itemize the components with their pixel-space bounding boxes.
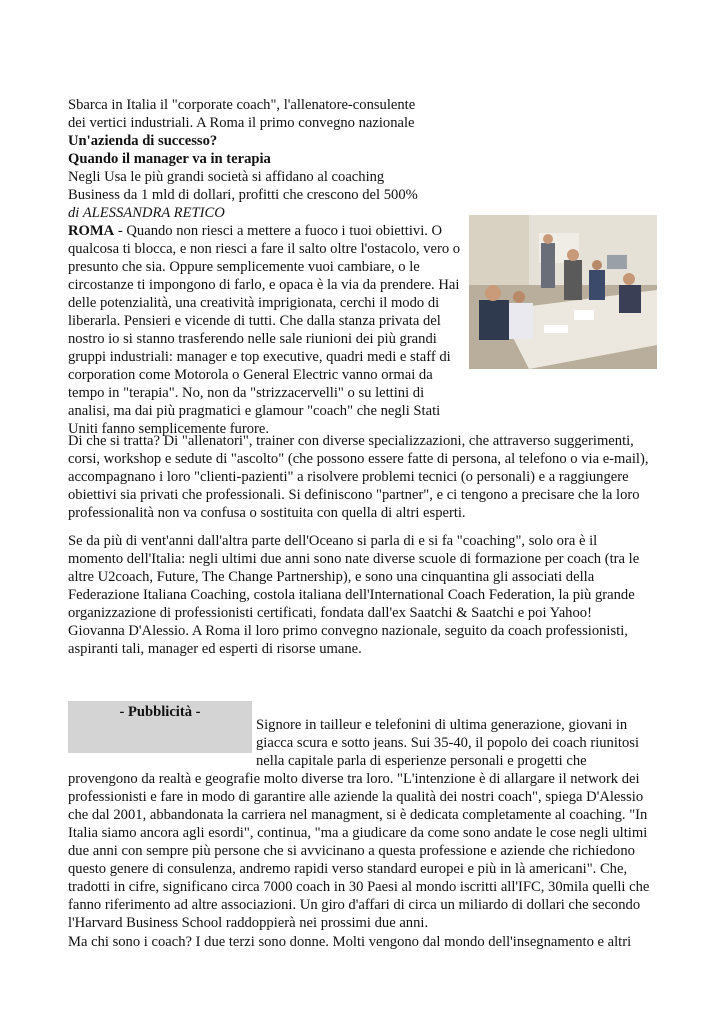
paragraph-line: corsi, workshop e sedute di "ascolto" (che possono essere fatte di persona, al telefono o via e-mail), (68, 451, 649, 467)
intro-line: Uniti fanno semplicemente furore. (68, 421, 269, 437)
paragraph-line: nella capitale parla di esperienze personali e progetti che (256, 753, 587, 769)
intro-line: gruppi industriali: manager e top executive, quadri medi e staff di (68, 349, 451, 365)
paragraph-line: Signore in tailleur e telefonini di ultima generazione, giovani in (256, 717, 628, 733)
paragraph-line: che dal 2001, abbandonata la carriera nel managment, si è dedicata completamente al coaching. "In (68, 807, 648, 823)
paragraph-line: l'Harvard Business School raddoppierà nei prossimi due anni. (68, 915, 429, 931)
paragraph-line: giacca scura e sotto jeans. Sui 35-40, il popolo dei coach riunitosi (256, 735, 639, 751)
article-title: Quando il manager va in terapia (68, 151, 271, 167)
paragraph-4 (68, 770, 649, 932)
paragraph-line: fanno riferimento ad altre associazioni. Un giro d'affari di circa un miliardo di dollari che secondo (68, 897, 641, 913)
meeting-photo (469, 215, 657, 369)
paragraph-line: Ma chi sono i coach? I due terzi sono donne. Molti vengono dal mondo dell'insegnamento e altri (68, 934, 632, 950)
paragraph-3 (68, 532, 639, 658)
paragraph-line: obiettivi sia privati che professionali. Si definiscono "partner", e ci tengono a precisare che la loro (68, 487, 640, 503)
article-kicker: Un'azienda di successo? (68, 133, 218, 149)
article-byline: di ALESSANDRA RETICO (68, 205, 225, 221)
paragraph-line: tradotti in cifre, significano circa 7000 coach in 30 Paesi al mondo iscritti all'IFC, 30mila quelli che (68, 879, 650, 895)
article-header (68, 96, 460, 438)
header-line: Sbarca in Italia il "corporate coach", l'allenatore-consulente (68, 97, 416, 113)
intro-first-line (68, 222, 460, 240)
intro-line: presunto che sia. Oppure semplicemente vuoi cambiare, o le (68, 259, 420, 275)
paragraph-5 (68, 933, 631, 951)
paragraph-line: momento dell'Italia: negli ultimi due anni sono nate diverse scuole di formazione per coach (tra le (68, 551, 640, 567)
meeting-photo-illustration (469, 215, 657, 369)
paragraph-line: Giovanna D'Alessio. A Roma il loro primo convegno nazionale, seguito da coach professionisti, (68, 623, 628, 639)
paragraph-line: questo genere di consulenza, andremo rapidi verso standard europei e più in là americani". Che, (68, 861, 628, 877)
intro-line: qualcosa ti blocca, e non riesci a fare il salto oltre l'ostacolo, vero o (68, 241, 461, 257)
paragraph-line: organizzazione di professionisti certificati, fondata dall'ex Saatchi & Saatchi e poi Yahoo! (68, 605, 592, 621)
paragraph-line: altre U2coach, Future, The Change Partnership), e sono una cinquantina gli associati della (68, 569, 595, 585)
paragraph-line: professionalità non va confusa o sostituita con quella di altri esperti. (68, 505, 466, 521)
paragraph-line: professionisti e fare in modo di garantire alle aziende la qualità dei nostri coach", spiega D'Alessio (68, 789, 644, 805)
dateline: ROMA (68, 223, 115, 239)
intro-line: nostro io si stanno trasferendo nelle sale riunioni dei più grandi (68, 331, 437, 347)
paragraph-line: Se da più di vent'anni dall'altra parte dell'Oceano si parla di e si fa "coaching", solo ora è il (68, 533, 598, 549)
paragraph-4-side (256, 716, 639, 770)
paragraph-line: due anni con sempre più persone che si avvicinano a questa professione e aziende che richiedono (68, 843, 635, 859)
paragraph-line: accompagnano i loro "clienti-pazienti" a risolvere problemi tecnici (o personali) e a raggiungere (68, 469, 629, 485)
advertisement-label: - Pubblicità - (119, 704, 201, 720)
header-line: dei vertici industriali. A Roma il primo convegno nazionale (68, 115, 415, 131)
intro-line: delle potenzialità, una creatività imprigionata, cerchi il modo di (68, 295, 440, 311)
intro-line: liberarla. Pensieri e vicende di tutti. Che dalla stanza privata del (68, 313, 441, 329)
intro-line: - Quando non riesci a mettere a fuoco i tuoi obiettivi. O (114, 223, 443, 239)
paragraph-line: aspiranti tali, manager ed esperti di risorse umane. (68, 641, 362, 657)
subtitle-line: Negli Usa le più grandi società si affidano al coaching (68, 169, 385, 185)
paragraph-line: Di che si tratta? Di "allenatori", trainer con diverse specializzazioni, che attraverso suggerimenti, (68, 433, 634, 449)
paragraph-line: provengono da realtà e geografie molto diverse tra loro. "L'intenzione è di allargare il network dei (68, 771, 640, 787)
intro-line: circostanze ti impongono di farlo, e opaca è la via da prendere. Hai (68, 277, 460, 293)
intro-line: corporation come Motorola o General Electric vanno ormai da (68, 367, 433, 383)
advertisement-box (68, 701, 252, 753)
paragraph-2 (68, 432, 649, 522)
intro-line: tempo in "terapia". No, non da "strizzacervelli" o su lettini di (68, 385, 425, 401)
paragraph-line: Federazione Italiana Coaching, costola italiana dell'International Coach Federation, la più grande (68, 587, 635, 603)
paragraph-line: Italia siamo ancora agli esordi", continua, "ma a giudicare da come sono andate le cose negli ultimi (68, 825, 648, 841)
subtitle-line: Business da 1 mld di dollari, profitti che crescono del 500% (68, 187, 418, 203)
intro-line: analisi, ma dai più pragmatici e glamour "coach" che negli Stati (68, 403, 441, 419)
